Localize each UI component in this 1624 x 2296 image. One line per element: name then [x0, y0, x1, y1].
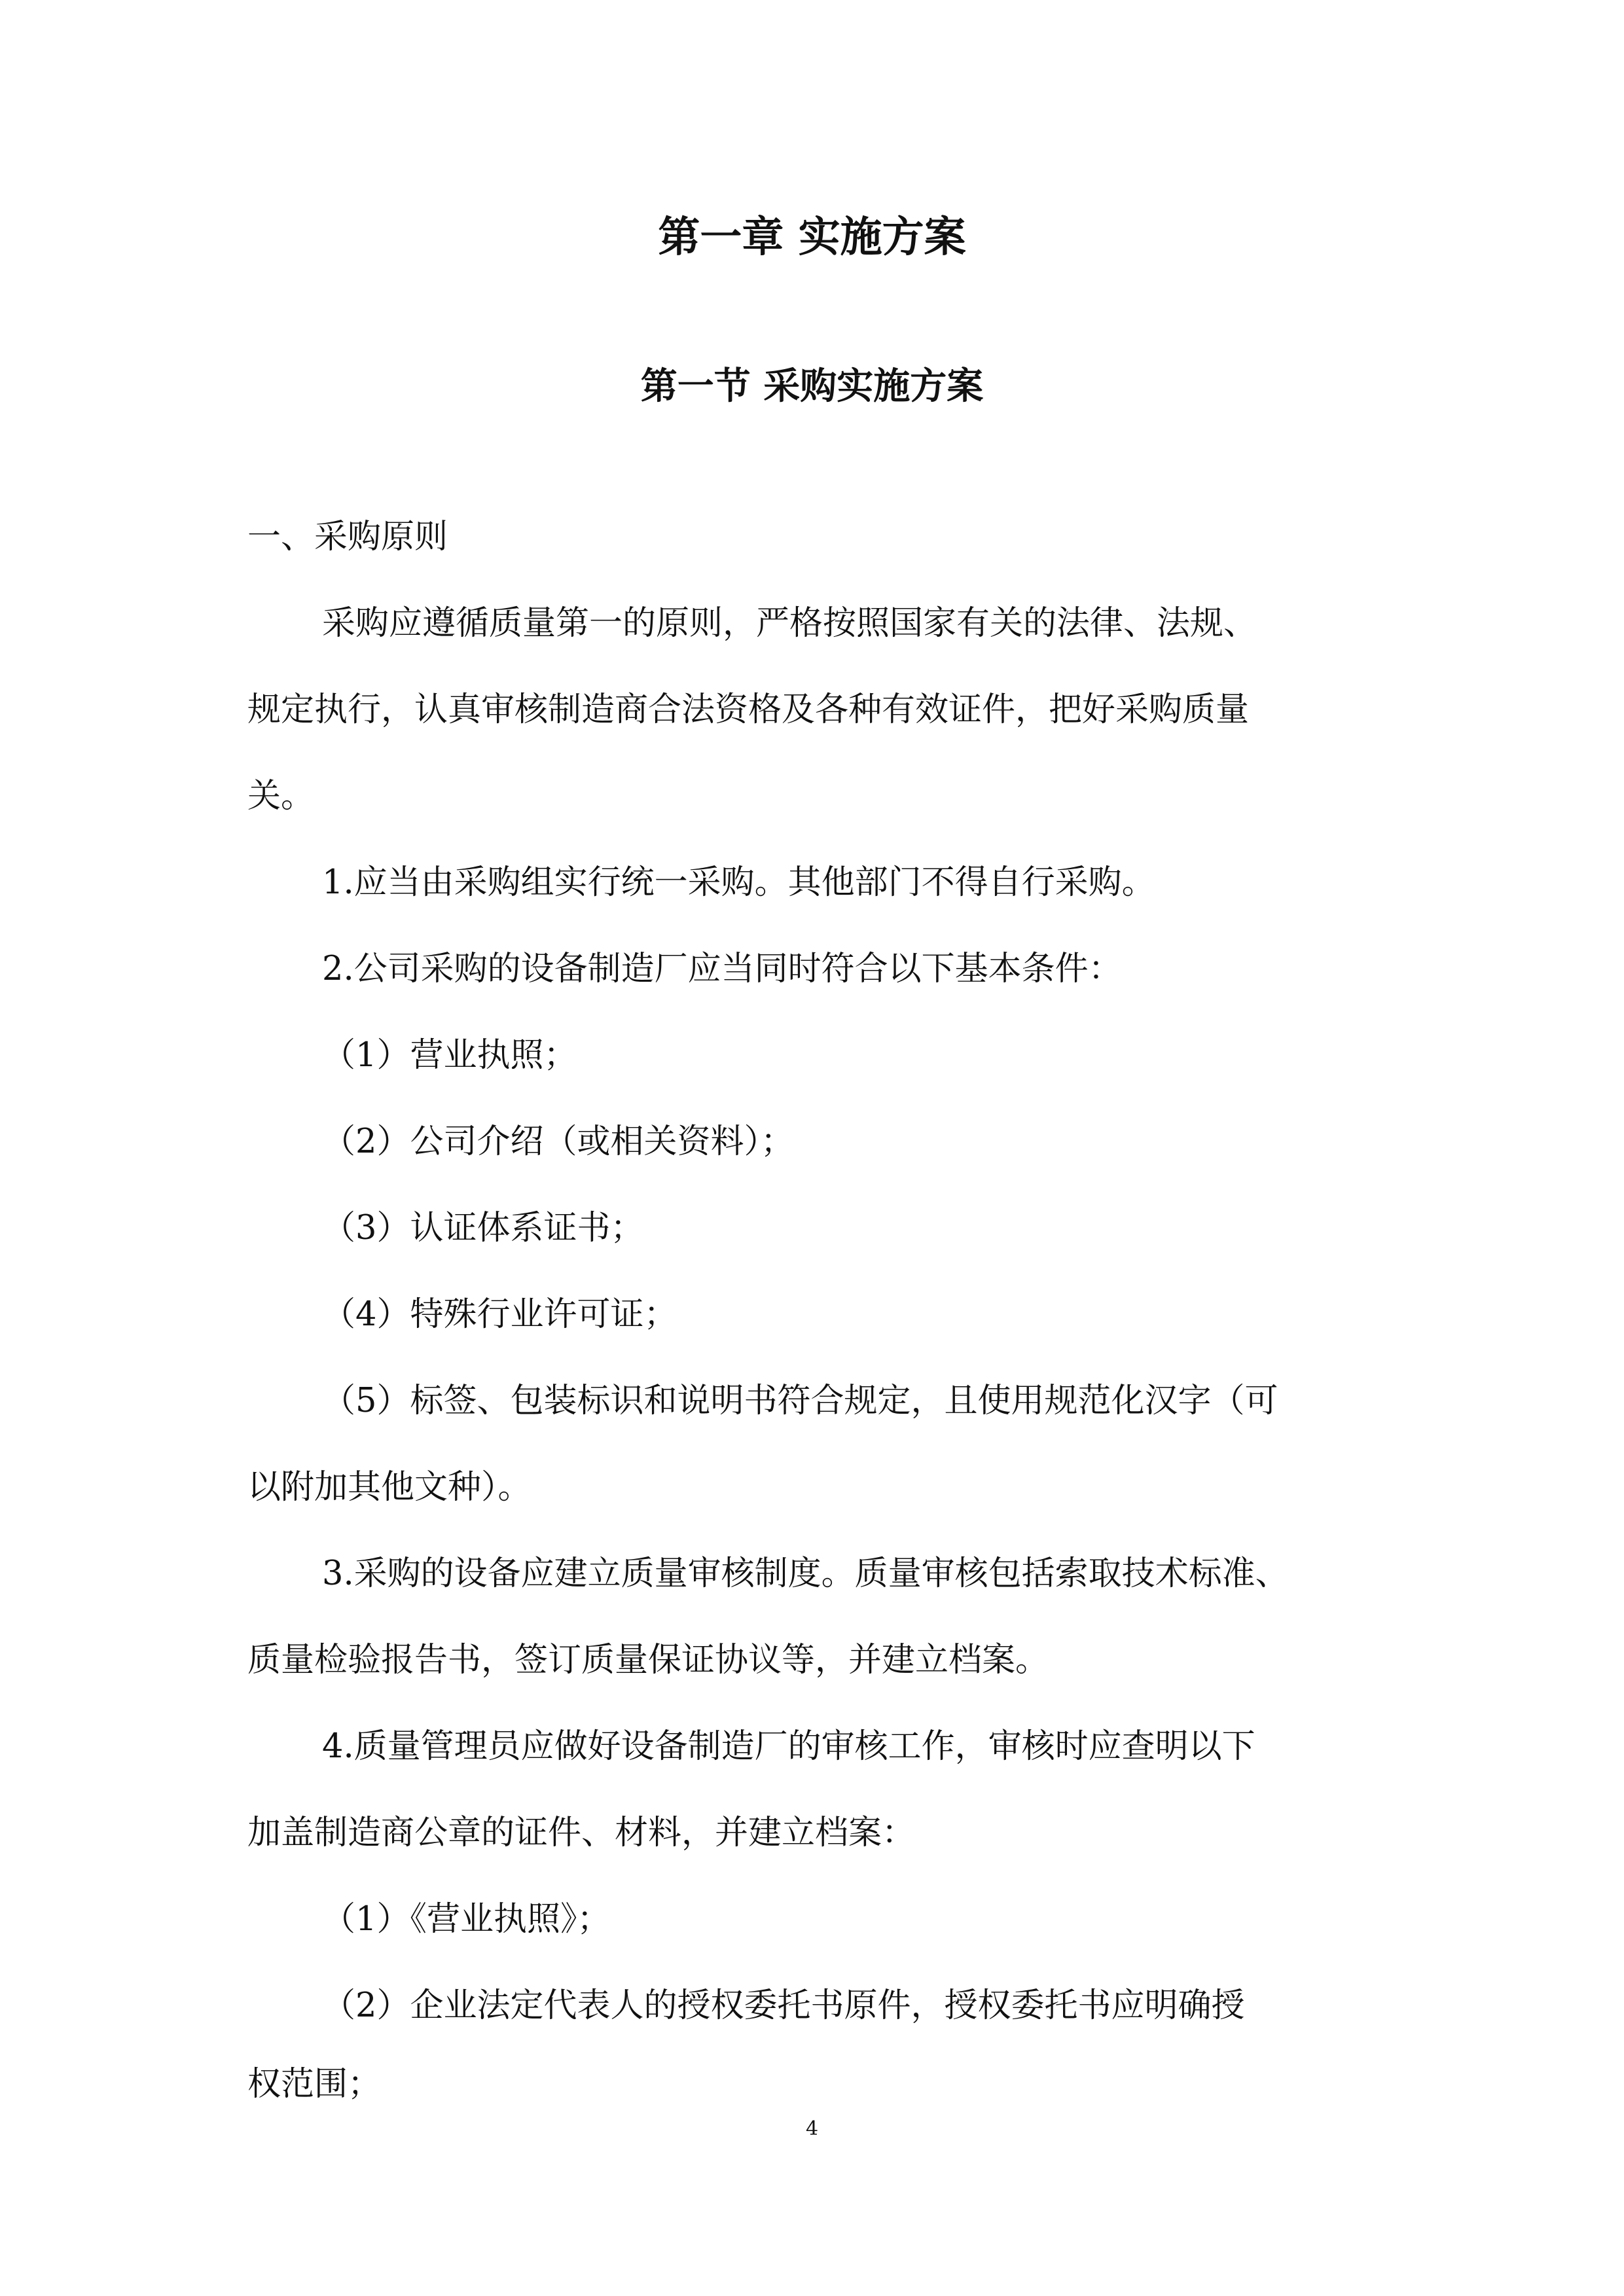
paragraph-line: 采购应遵循质量第一的原则，严格按照国家有关的法律、法规、 [322, 604, 1257, 643]
sub-list-item: （1）营业执照； [322, 1036, 577, 1075]
list-item-continuation: 质量检验报告书，签订质量保证协议等，并建立档案。 [247, 1641, 1049, 1679]
list-item: 4.质量管理员应做好设备制造厂的审核工作，审核时应查明以下 [322, 1727, 1255, 1766]
list-item: 2.公司采购的设备制造厂应当同时符合以下基本条件： [322, 950, 1122, 988]
page-number: 4 [805, 2117, 819, 2140]
sub-list-item-continuation: 以附加其他文种）。 [247, 1468, 532, 1507]
paragraph-line: 关。 [247, 777, 315, 816]
list-item: 3.采购的设备应建立质量审核制度。质量审核包括索取技术标准、 [322, 1554, 1289, 1593]
chapter-title: 第一章 实施方案 [658, 213, 966, 262]
sub-list-item: （2）企业法定代表人的授权委托书原件，授权委托书应明确授 [322, 1986, 1245, 2025]
sub-list-item-continuation: 权范围； [247, 2065, 382, 2104]
list-item-continuation: 加盖制造商公章的证件、材料，并建立档案： [247, 1814, 916, 1852]
list-item: 1.应当由采购组实行统一采购。其他部门不得自行采购。 [322, 863, 1155, 902]
sub-list-item: （1）《营业执照》； [322, 1900, 611, 1939]
sub-list-item: （2）公司介绍（或相关资料）； [322, 1122, 794, 1161]
sub-list-item: （4）特殊行业许可证； [322, 1295, 677, 1334]
section-title: 第一节 采购实施方案 [640, 365, 984, 408]
sub-list-item: （3）认证体系证书； [322, 1209, 644, 1247]
sub-list-item: （5）标签、包装标识和说明书符合规定，且使用规范化汉字（可 [322, 1382, 1278, 1420]
heading-procurement-principles: 一、采购原则 [247, 518, 448, 556]
paragraph-line: 规定执行，认真审核制造商合法资格及各种有效证件，把好采购质量 [247, 691, 1250, 729]
